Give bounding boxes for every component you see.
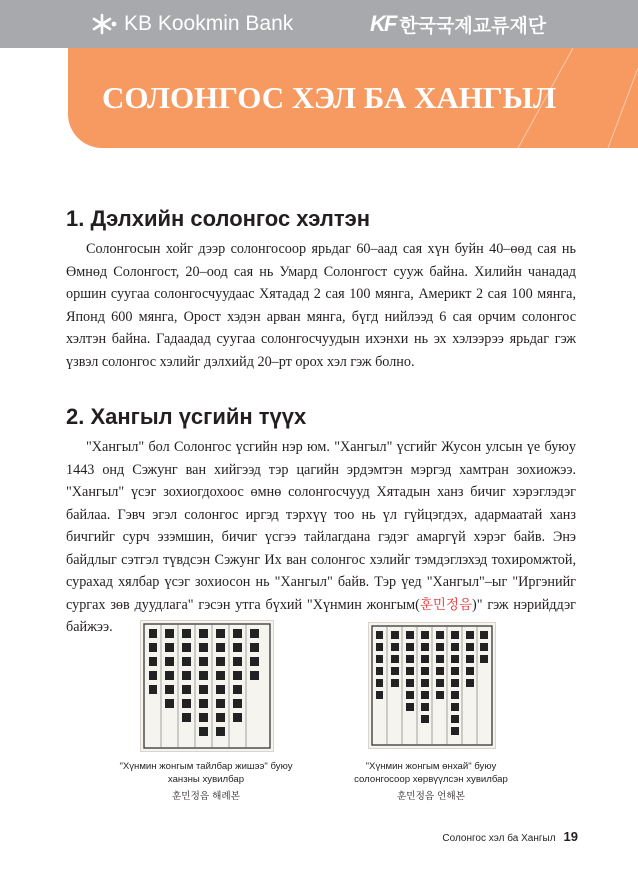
kf-foundation-logo bbox=[370, 10, 546, 38]
paragraph-text: "Хангыл" бол Солонгос үсгийн нэр юм. "Хангыл" үсгийг Жусон улсын үе буюу 1443 онд Сэжунг ван хийгээд тэр цагийн эрдэмтэн мэргэд хамтран зохиожээ. "Хангыл" үсэг зохиогдохоос өмнө солонгосчууд Хятадын ханз бичиг хэрэглэдэг байлаа. Гэвч эгэл солонгос иргэд тэрхүү тоо нь үл гүйцэгдэх, адармаатай ханз бичгийг сурч эзэмшин, бичиг үсгээ тайлагдана гэдэг амаргүй хэрэг байв. Энэ байдлыг сэтгэл түвдсэн Сэжунг Их ван солонгос хэлийг тэмдэглэхэд тохиромжтой, сурахад хялбар үсэг зохиосон нь "Хангыл" байв. Тэр үед "Хангыл"–ыг "Иргэнийг сургах зөв дуудлага" гэсэн утга бүхий "Хүнмин жонгым( bbox=[66, 439, 576, 613]
hunminjeongeum-highlight: 훈민정음 bbox=[419, 596, 472, 613]
header-bar bbox=[0, 0, 638, 48]
page-footer bbox=[442, 829, 578, 844]
section-paragraph-hangul-history bbox=[66, 436, 576, 639]
kb-logo-text: KB Kookmin Bank bbox=[124, 12, 294, 35]
caption-line: ханзны хувилбар bbox=[167, 773, 245, 785]
hunminjeongeum-eonhae-image bbox=[368, 622, 496, 749]
kb-kookmin-bank-logo bbox=[92, 10, 293, 38]
classical-chinese-page-illustration bbox=[141, 621, 273, 751]
hunminjeongeum-haerye-image bbox=[140, 620, 274, 752]
paragraph-text-end: )" гэж нэрийддэг байжээ. bbox=[66, 596, 577, 635]
figure-caption-haerye bbox=[116, 761, 296, 786]
kb-star-icon bbox=[92, 13, 118, 35]
title-banner bbox=[68, 48, 638, 148]
caption-line: солонгосоор хөрвүүлсэн хувилбар bbox=[354, 773, 508, 785]
figure-caption-korean-haerye: 훈민정음 해례본 bbox=[172, 791, 240, 802]
korean-translation-page-illustration bbox=[369, 623, 495, 748]
footer-section-title: Солонгос хэл ба Хангыл bbox=[442, 833, 556, 844]
kf-logo-text: 한국국제교류재단 bbox=[399, 14, 547, 37]
caption-line: "Хүнмин жонгым тайлбар жишээ" буюу bbox=[119, 761, 293, 772]
section-paragraph-world-speakers: Солонгосын хойг дээр солонгосоор ярьдаг 60–аад сая хүн буйн 40–өөд сая нь Өмнөд Солонгост, 20–оод сая нь Умард Солонгост сууж байна. Хилийн чанадад оршин суугаа солонгосчуудаас Хятадад 2 сая 100 мянга, Америкт 2 сая 100 мянга, Японд 600 мянга, Орост хэдэн арван мянга, бүгд нийлээд 6 сая орчим солонгос хэлтэн байна. Гадаадад суугаа солонгосчуудын ихэнхи нь эх хэлээрээ ярьдаг гэж үзвэл солонгос хэлийг дэлхийд 20–рт орох хэл гэж болно. bbox=[66, 241, 576, 370]
page-number: 19 bbox=[563, 829, 578, 844]
figure-caption-eonhae bbox=[340, 761, 522, 786]
caption-line: "Хүнмин жонгым өнхай" буюу bbox=[365, 761, 497, 772]
kf-logo-mark: KF bbox=[370, 11, 396, 36]
page-title: СОЛОНГОС ХЭЛ БА ХАНГЫЛ bbox=[102, 80, 557, 115]
figure-caption-korean-eonhae: 훈민정음 언해본 bbox=[397, 791, 465, 802]
section-heading-hangul-history: 2. Хангыл үсгийн түүх bbox=[66, 404, 307, 429]
section-heading-world-speakers: 1. Дэлхийн солонгос хэлтэн bbox=[66, 206, 371, 231]
